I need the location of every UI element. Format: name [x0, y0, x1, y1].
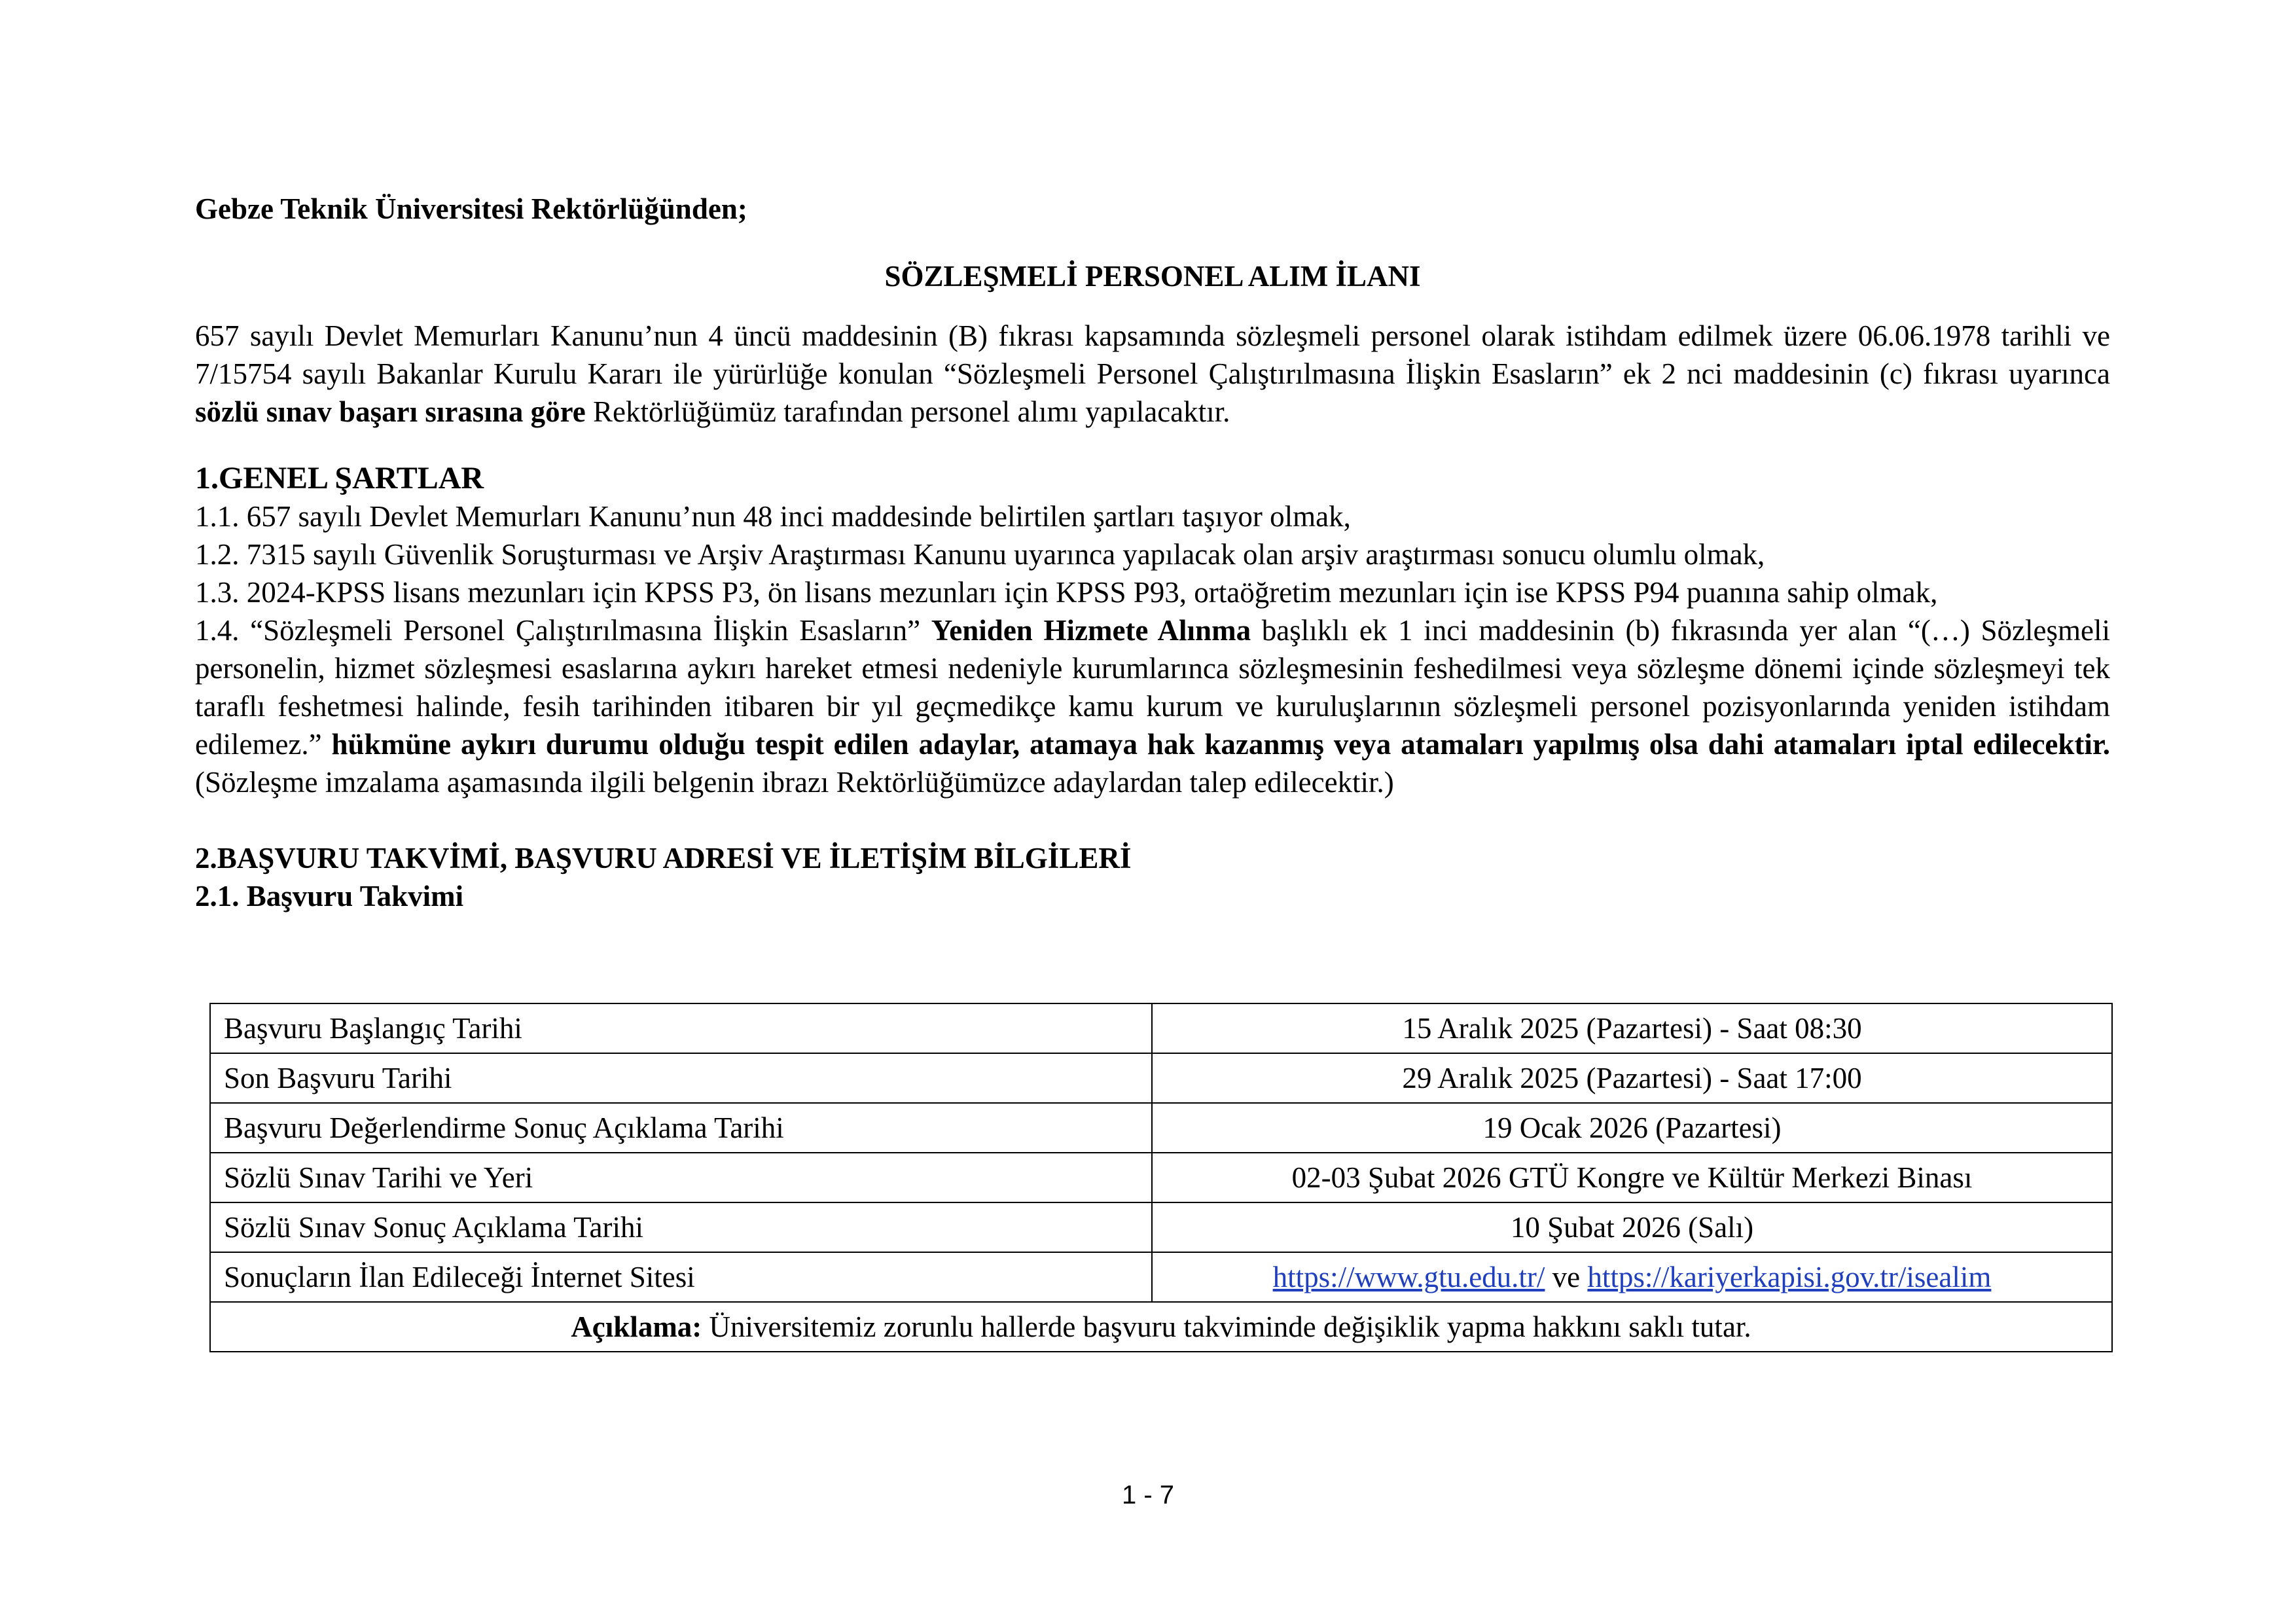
intro-text-2: Rektörlüğümüz tarafından personel alımı yapılacaktır. [585, 395, 1230, 428]
note-label: Açıklama: [571, 1310, 702, 1343]
condition-item-4 [195, 611, 2110, 801]
intro-paragraph [195, 317, 2110, 431]
condition-item-1: 1.1. 657 sayılı Devlet Memurları Kanunu’nun 48 inci maddesinde belirtilen şartları taşıyor olmak, [195, 500, 1351, 533]
application-calendar-table [209, 1003, 2113, 1352]
note-text: Üniversitemiz zorunlu hallerde başvuru takviminde değişiklik yapma hakkını saklı tutar. [702, 1310, 1751, 1343]
table-row [210, 1202, 2112, 1252]
table-cell-value: 19 Ocak 2026 (Pazartesi) [1152, 1103, 2112, 1153]
table-cell-value: 29 Aralık 2025 (Pazartesi) - Saat 17:00 [1152, 1053, 2112, 1103]
application-calendar-subtitle: 2.1. Başvuru Takvimi [195, 880, 464, 912]
table-row [210, 1003, 2112, 1053]
university-heading: Gebze Teknik Üniversitesi Rektörlüğünden; [195, 192, 747, 225]
gtu-website-link[interactable]: https://www.gtu.edu.tr/ [1272, 1261, 1545, 1293]
table-cell-label: Başvuru Başlangıç Tarihi [210, 1003, 1152, 1053]
kariyerkapisi-website-link[interactable]: https://kariyerkapisi.gov.tr/isealim [1587, 1261, 1992, 1293]
table-note-cell [210, 1302, 2112, 1352]
condition-item-4-text-1: 1.4. “Sözleşmeli Personel Çalıştırılmasına İlişkin Esasların” [195, 614, 931, 647]
table-cell-value: 02-03 Şubat 2026 GTÜ Kongre ve Kültür Merkezi Binası [1152, 1153, 2112, 1202]
table-cell-label: Son Başvuru Tarihi [210, 1053, 1152, 1103]
page-title: SÖZLEŞMELİ PERSONEL ALIM İLANI [884, 260, 1421, 293]
condition-item-4-bold-1: Yeniden Hizmete Alınma [931, 614, 1251, 647]
table-cell-value: 15 Aralık 2025 (Pazartesi) - Saat 08:30 [1152, 1003, 2112, 1053]
condition-item-2: 1.2. 7315 sayılı Güvenlik Soruşturması ve Arşiv Araştırması Kanunu uyarınca yapılacak olan arşiv araştırması sonucu olumlu olmak, [195, 538, 1765, 571]
application-section-title: 2.BAŞVURU TAKVİMİ, BAŞVURU ADRESİ VE İLETİŞİM BİLGİLERİ [195, 842, 1132, 875]
document-body [195, 190, 2110, 915]
table-row-note [210, 1302, 2112, 1352]
table-row [210, 1053, 2112, 1103]
page-number: 1 - 7 [1121, 1481, 1175, 1509]
table-cell-label: Başvuru Değerlendirme Sonuç Açıklama Tarihi [210, 1103, 1152, 1153]
general-conditions-title: 1.GENEL ŞARTLAR [195, 461, 484, 496]
table-cell-label: Sonuçların İlan Edileceği İnternet Sitesi [210, 1252, 1152, 1302]
table-cell-label: Sözlü Sınav Tarihi ve Yeri [210, 1153, 1152, 1202]
condition-item-4-text-2: başlıklı ek 1 inci maddesinin (b) fıkrasında yer alan “(…) Sözleşmeli personelin, hizmet sözleşmesi esaslarına aykırı hareket etmesi nedeniyle kurumlarınca sözleşmesinin feshedilmesi veya sözleşme dönemi içinde sözleşmeyi tek taraflı feshetmesi halinde, fesih tarihinden itibaren bir yıl geçmedikçe kamu kurum ve kuruluşlarının sözleşmeli personel pozisyonlarında yeniden istihdam edilemez.” [195, 614, 2110, 761]
condition-item-4-text-3: (Sözleşme imzalama aşamasında ilgili belgenin ibrazı Rektörlüğümüzce adaylardan talep edilecektir.) [195, 766, 1394, 799]
table-row [210, 1103, 2112, 1153]
table-cell-value: 10 Şubat 2026 (Salı) [1152, 1202, 2112, 1252]
table-cell-label: Sözlü Sınav Sonuç Açıklama Tarihi [210, 1202, 1152, 1252]
condition-item-3: 1.3. 2024-KPSS lisans mezunları için KPSS P3, ön lisans mezunları için KPSS P93, ortaöğretim mezunları için ise KPSS P94 puanına sahip olmak, [195, 576, 1938, 609]
condition-item-4-bold-2: hükmüne aykırı durumu olduğu tespit edilen adaylar, atamaya hak kazanmış veya atamaları yapılmış olsa dahi atamaları iptal edilecektir. [331, 728, 2110, 761]
website-joiner: ve [1545, 1261, 1588, 1293]
table-row [210, 1153, 2112, 1202]
table-cell-websites [1152, 1252, 2112, 1302]
intro-text-1: 657 sayılı Devlet Memurları Kanunu’nun 4 üncü maddesinin (B) fıkrası kapsamında sözleşmeli personel olarak istihdam edilmek üzere 06.06.1978 tarihli ve 7/15754 sayılı Bakanlar Kurulu Kararı ile yürürlüğe konulan “Sözleşmeli Personel Çalıştırılmasına İlişkin Esasların” ek 2 nci maddesinin (c) fıkrası uyarınca [195, 319, 2110, 390]
table-row-website [210, 1252, 2112, 1302]
intro-bold-text: sözlü sınav başarı sırasına göre [195, 395, 586, 428]
